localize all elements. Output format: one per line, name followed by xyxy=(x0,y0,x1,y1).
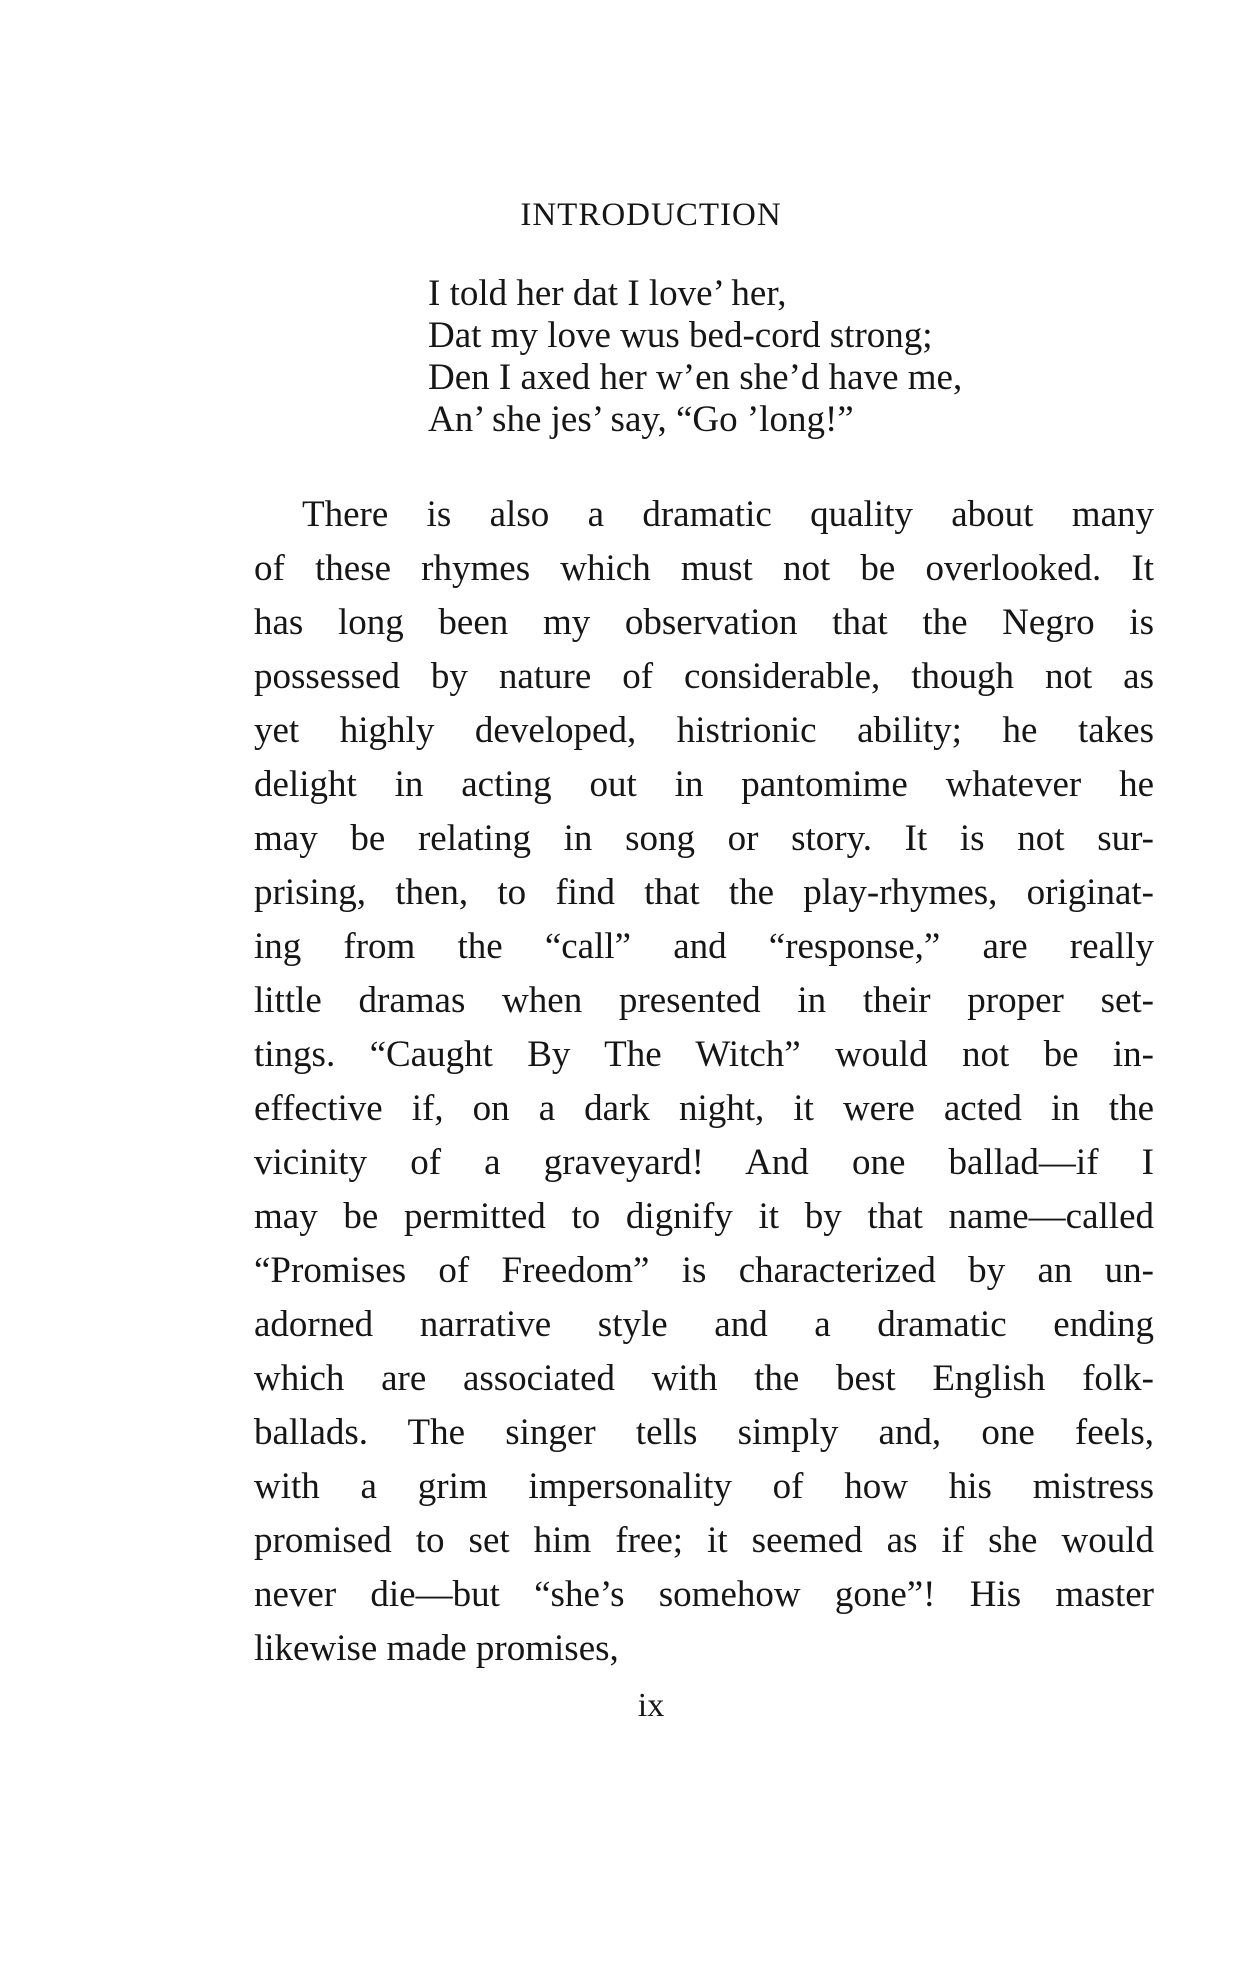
verse-line: Den I axed her w’en she’d have me, xyxy=(428,357,963,398)
paragraph-line: effective if, on a dark night, it were acted in the xyxy=(254,1088,1154,1129)
paragraph-line: prising, then, to find that the play-rhymes, originat- xyxy=(254,872,1154,913)
paragraph-line: possessed by nature of considerable, though not as xyxy=(254,656,1154,697)
paragraph-line: adorned narrative style and a dramatic ending xyxy=(254,1304,1154,1345)
paragraph-line: likewise made promises, xyxy=(254,1628,619,1669)
verse-stanza xyxy=(428,273,1128,441)
paragraph-line: promised to set him free; it seemed as if she would xyxy=(254,1520,1154,1561)
paragraph-line: may be relating in song or story. It is not sur- xyxy=(254,818,1154,859)
paragraph-line: may be permitted to dignify it by that name—called xyxy=(254,1196,1154,1237)
paragraph-line: There is also a dramatic quality about many xyxy=(302,494,1154,535)
paragraph-line: tings. “Caught By The Witch” would not be in- xyxy=(254,1034,1154,1075)
paragraph-line: which are associated with the best English folk- xyxy=(254,1358,1154,1399)
verse-line: I told her dat I love’ her, xyxy=(428,273,787,314)
paragraph-line: yet highly developed, histrionic ability; he takes xyxy=(254,710,1154,751)
paragraph-line: has long been my observation that the Negro is xyxy=(254,602,1154,643)
paragraph-line: “Promises of Freedom” is characterized by an un- xyxy=(254,1250,1154,1291)
paragraph-line: ing from the “call” and “response,” are really xyxy=(254,926,1154,967)
paragraph-line: of these rhymes which must not be overlooked. It xyxy=(254,548,1154,589)
paragraph-line: vicinity of a graveyard! And one ballad—if I xyxy=(254,1142,1154,1183)
paragraph-line: never die—but “she’s somehow gone”! His master xyxy=(254,1574,1154,1615)
paragraph-line: with a grim impersonality of how his mistress xyxy=(254,1466,1154,1507)
verse-line: Dat my love wus bed-cord strong; xyxy=(428,315,933,356)
page-number: ix xyxy=(637,1687,665,1724)
body-paragraph xyxy=(254,488,1154,1676)
paragraph-line: ballads. The singer tells simply and, one feels, xyxy=(254,1412,1154,1453)
paragraph-line: delight in acting out in pantomime whatever he xyxy=(254,764,1154,805)
verse-line: An’ she jes’ say, “Go ’long!” xyxy=(428,399,854,440)
paragraph-line: little dramas when presented in their proper set- xyxy=(254,980,1154,1021)
running-head: INTRODUCTION xyxy=(520,197,782,233)
